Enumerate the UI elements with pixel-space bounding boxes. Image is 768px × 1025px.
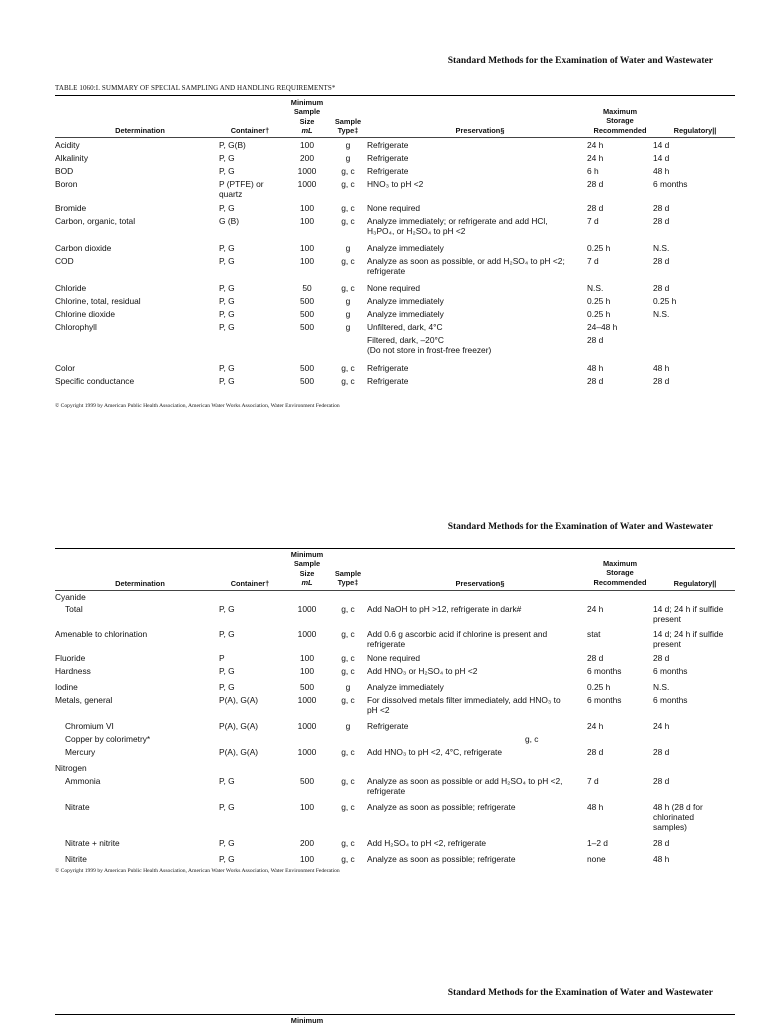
cell-det: Chromium VI xyxy=(65,721,114,731)
header-bottom-rule xyxy=(55,137,735,138)
page-header: Standard Methods for the Examination of Water and Wastewater xyxy=(447,988,713,998)
table-caption: TABLE 1060:I. SUMMARY OF SPECIAL SAMPLING AND HANDLING REQUIREMENTS* xyxy=(55,84,336,92)
cell-con: P, G xyxy=(219,243,235,253)
cell-size: 100 xyxy=(300,203,314,213)
copyright-note: © Copyright 1999 by American Public Health Association, American Water Works Association, Water Environment Federation xyxy=(55,403,340,409)
cell-con: P(A), G(A) xyxy=(219,695,259,705)
type-header-line: Sample xyxy=(334,117,362,126)
size-header-line: Sample xyxy=(293,559,321,569)
cell-type: g xyxy=(345,296,351,306)
header-bottom-rule xyxy=(55,590,735,591)
cell-reg: 14 d xyxy=(653,153,670,163)
cell-reg: 48 h (28 d for chlorinated samples) xyxy=(653,802,703,833)
cell-type: g, c xyxy=(341,166,355,176)
cell-det: Iodine xyxy=(55,682,78,692)
cell-con: P, G xyxy=(219,838,235,848)
cell-con: P, G xyxy=(219,296,235,306)
cell-pres: None required xyxy=(367,203,421,213)
cell-con: P xyxy=(219,653,225,663)
cell-size: 100 xyxy=(300,256,314,266)
cell-con: P, G(B) xyxy=(219,140,246,150)
cell-det: Hardness xyxy=(55,666,91,676)
cell-pres: Analyze as soon as possible, or add H₂SO₄ to pH <2; refrigerate xyxy=(367,256,565,277)
cell-size: 100 xyxy=(300,140,314,150)
col-header-determination: Determination xyxy=(115,579,165,588)
cell-size: 100 xyxy=(300,216,314,226)
cell-con: P, G xyxy=(219,203,235,213)
cell-type: g, c xyxy=(341,256,355,266)
col-header-container: Container† xyxy=(230,126,270,135)
col-header-type xyxy=(328,117,368,136)
cell-pres: None required xyxy=(367,283,421,293)
cell-size: 1000 xyxy=(297,721,317,731)
cell-max: 48 h xyxy=(587,363,604,373)
cell-max: 0.25 h xyxy=(587,243,611,253)
cell-size: 1000 xyxy=(297,747,317,757)
cell-reg: N.S. xyxy=(653,309,670,319)
cell-det: Nitrate + nitrite xyxy=(65,838,120,848)
cell-size: 500 xyxy=(300,682,314,692)
cell-size: 200 xyxy=(300,153,314,163)
cell-size: 100 xyxy=(300,653,314,663)
type-header-line: Sample xyxy=(334,569,362,578)
cell-pres: Add 0.6 g ascorbic acid if chlorine is present and refrigerate xyxy=(367,629,548,650)
cell-con: P, G xyxy=(219,256,235,266)
cell-con: P, G xyxy=(219,629,235,639)
cell-det: Amenable to chlorination xyxy=(55,629,148,639)
cell-con: P, G xyxy=(219,322,235,332)
cell-pres: None required xyxy=(367,653,421,663)
table-top-rule xyxy=(55,95,735,96)
cell-det: Copper by colorimetry* xyxy=(65,734,151,744)
cell-size: 500 xyxy=(300,376,314,386)
size-header-unit: mL xyxy=(301,125,313,135)
cell-size: 500 xyxy=(300,322,314,332)
page-header: Standard Methods for the Examination of Water and Wastewater xyxy=(447,56,713,66)
cell-reg: 14 d xyxy=(653,140,670,150)
cell-type: g xyxy=(345,243,351,253)
cell-max: none xyxy=(587,854,606,864)
cell-max: 24 h xyxy=(587,604,604,614)
cell-con: P, G xyxy=(219,666,235,676)
cell-type: g, c xyxy=(341,376,355,386)
cell-pres: Refrigerate xyxy=(367,363,409,373)
cell-det: Chloride xyxy=(55,283,87,293)
cell-type: g xyxy=(345,682,351,692)
cell-size: 100 xyxy=(300,802,314,812)
cell-reg: 28 d xyxy=(653,376,670,386)
cell-con: P, G xyxy=(219,309,235,319)
cell-max: 24 h xyxy=(587,140,604,150)
cell-pres: Add NaOH to pH >12, refrigerate in dark# xyxy=(367,604,522,614)
cell-pres: Filtered, dark, –20°C (Do not store in frost-free freezer) xyxy=(367,335,492,356)
cell-det: Bromide xyxy=(55,203,87,213)
cell-det: Specific conductance xyxy=(55,376,135,386)
cell-con: P, G xyxy=(219,363,235,373)
cell-max: 7 d xyxy=(587,216,599,226)
cell-pres: Add HNO₃ to pH <2, 4°C, refrigerate xyxy=(367,747,503,757)
cell-pres: Analyze as soon as possible; refrigerate xyxy=(367,802,516,812)
cell-max: 28 d xyxy=(587,335,604,345)
storage-header-line: Recommended xyxy=(593,577,647,587)
cell-reg: 28 d xyxy=(653,838,670,848)
cell-type: g, c xyxy=(341,203,355,213)
cell-pres: Analyze as soon as possible or add H₂SO₄ to pH <2, refrigerate xyxy=(367,776,563,797)
table-top-rule xyxy=(55,1014,735,1015)
size-header-line: Sample xyxy=(293,107,321,117)
cell-pres: Analyze as soon as possible; refrigerate xyxy=(367,854,516,864)
cell-con: P(A), G(A) xyxy=(219,721,259,731)
storage-header-line: Storage xyxy=(606,116,634,126)
col-header-storage xyxy=(580,559,660,587)
size-header-line: Minimum xyxy=(290,98,324,107)
cell-det: Chlorine dioxide xyxy=(55,309,116,319)
cell-max: 28 d xyxy=(587,203,604,213)
storage-header-line: Maximum xyxy=(602,107,638,116)
cell-type: g, c xyxy=(341,629,355,639)
col-header-container: Container† xyxy=(230,579,270,588)
storage-header-line: Storage xyxy=(606,568,634,578)
type-header-line: Type‡ xyxy=(337,126,359,136)
cell-con: P, G xyxy=(219,802,235,812)
cell-reg: 6 months xyxy=(653,179,688,189)
col-header-size xyxy=(284,98,330,135)
cell-size: 100 xyxy=(300,854,314,864)
cell-size: 1000 xyxy=(297,604,317,614)
cell-max: 6 h xyxy=(587,166,599,176)
cell-max: 0.25 h xyxy=(587,682,611,692)
cell-pres: Analyze immediately xyxy=(367,243,444,253)
cell-type: g xyxy=(345,721,351,731)
cell-type: g xyxy=(345,140,351,150)
cell-reg: 48 h xyxy=(653,854,670,864)
cell-type: g xyxy=(345,153,351,163)
col-header-type xyxy=(328,569,368,588)
cell-reg: 6 months xyxy=(653,666,688,676)
cell-max: 0.25 h xyxy=(587,309,611,319)
cell-reg: 28 d xyxy=(653,776,670,786)
cell-con: P, G xyxy=(219,376,235,386)
size-header-line: Minimum xyxy=(290,550,324,559)
cell-det: Metals, general xyxy=(55,695,113,705)
cell-max: 28 d xyxy=(587,376,604,386)
cell-reg: 48 h xyxy=(653,166,670,176)
cell-reg: 28 d xyxy=(653,216,670,226)
cell-max: 28 d xyxy=(587,747,604,757)
size-header-line: Size xyxy=(299,116,315,126)
cell-size: 1000 xyxy=(297,179,317,189)
cell-con: P, G xyxy=(219,776,235,786)
cell-det: Nitrate xyxy=(65,802,90,812)
table-top-rule xyxy=(55,548,735,549)
cell-type: g, c xyxy=(341,838,355,848)
size-header-unit: mL xyxy=(301,577,313,587)
cell-pres: Refrigerate xyxy=(367,376,409,386)
col-header-regulatory: Regulatory|| xyxy=(673,579,717,588)
cell-max: 7 d xyxy=(587,776,599,786)
cell-det: Total xyxy=(65,604,83,614)
cell-reg: 24 h xyxy=(653,721,670,731)
col-header-regulatory: Regulatory|| xyxy=(673,126,717,135)
cell-pres: Refrigerate xyxy=(367,153,409,163)
cell-max: 0.25 h xyxy=(587,296,611,306)
cell-type: g, c xyxy=(341,653,355,663)
cell-con: P, G xyxy=(219,166,235,176)
cell-type: g, c xyxy=(341,283,355,293)
cell-pres: Add H₂SO₄ to pH <2, refrigerate xyxy=(367,838,487,848)
cell-det: Nitrite xyxy=(65,854,87,864)
cell-con: P, G xyxy=(219,604,235,614)
page-header: Standard Methods for the Examination of Water and Wastewater xyxy=(447,522,713,532)
cell-size: 200 xyxy=(300,838,314,848)
cell-reg: 6 months xyxy=(653,695,688,705)
cell-size: 1000 xyxy=(297,629,317,639)
cell-max: 24 h xyxy=(587,153,604,163)
cell-max: stat xyxy=(587,629,601,639)
cell-pres: Analyze immediately xyxy=(367,682,444,692)
cell-pres: Analyze immediately; or refrigerate and add HCl, H₃PO₄, or H₂SO₄ to pH <2 xyxy=(367,216,548,237)
cell-det: Fluoride xyxy=(55,653,86,663)
cell-type: g xyxy=(345,309,351,319)
cell-con: P, G xyxy=(219,854,235,864)
cell-type: g, c xyxy=(341,363,355,373)
col-header-determination: Determination xyxy=(115,126,165,135)
copyright-note: © Copyright 1999 by American Public Health Association, American Water Works Association, Water Environment Federation xyxy=(55,868,340,874)
cell-pres: HNO₃ to pH <2 xyxy=(367,179,424,189)
cell-reg: 28 d xyxy=(653,653,670,663)
cell-reg: 48 h xyxy=(653,363,670,373)
cell-max: 24 h xyxy=(587,721,604,731)
cell-con: P(A), G(A) xyxy=(219,747,259,757)
storage-header-line: Maximum xyxy=(602,559,638,568)
cell-det: Cyanide xyxy=(55,592,86,602)
cell-max: 6 months xyxy=(587,695,622,705)
cell-size: 1000 xyxy=(297,695,317,705)
cell-con: P, G xyxy=(219,283,235,293)
cell-con: P, G xyxy=(219,682,235,692)
cell-reg: 28 d xyxy=(653,747,670,757)
cell-det: Carbon dioxide xyxy=(55,243,112,253)
storage-header-line: Recommended xyxy=(593,125,647,135)
cell-con: G (B) xyxy=(219,216,240,226)
cell-type: g xyxy=(345,322,351,332)
cell-max: 24–48 h xyxy=(587,322,618,332)
size-header-line: Size xyxy=(299,568,315,578)
cell-con: P (PTFE) or quartz xyxy=(219,179,264,200)
cell-reg: 0.25 h xyxy=(653,296,677,306)
cell-reg: 14 d; 24 h if sulfide present xyxy=(653,629,724,650)
cell-det: COD xyxy=(55,256,74,266)
cell-max: 1–2 d xyxy=(587,838,608,848)
cell-max: 7 d xyxy=(587,256,599,266)
cell-det: Chlorine, total, residual xyxy=(55,296,141,306)
cell-con: P, G xyxy=(219,153,235,163)
cell-pres: Analyze immediately xyxy=(367,296,444,306)
cell-type: g, c xyxy=(341,666,355,676)
cell-type: g, c xyxy=(341,776,355,786)
type-header-line: Type‡ xyxy=(337,578,359,588)
cell-pres: Analyze immediately xyxy=(367,309,444,319)
col-header-size-partial: Minimum xyxy=(290,1016,324,1025)
cell-det: Mercury xyxy=(65,747,96,757)
cell-type: g, c xyxy=(341,216,355,226)
cell-type: g, c xyxy=(341,747,355,757)
cell-det: Chlorophyll xyxy=(55,322,97,332)
cell-type: g, c xyxy=(341,604,355,614)
cell-det: Boron xyxy=(55,179,78,189)
cell-type: g, c xyxy=(341,695,355,705)
cell-det: Nitrogen xyxy=(55,763,87,773)
cell-max: N.S. xyxy=(587,283,604,293)
col-header-preservation: Preservation§ xyxy=(455,579,505,588)
cell-pres: Refrigerate xyxy=(367,140,409,150)
col-header-storage xyxy=(580,107,660,135)
cell-max: 6 months xyxy=(587,666,622,676)
cell-pres: Add HNO₃ or H₂SO₄ to pH <2 xyxy=(367,666,478,676)
cell-max: 28 d xyxy=(587,653,604,663)
cell-type: g, c xyxy=(341,802,355,812)
col-header-preservation: Preservation§ xyxy=(455,126,505,135)
cell-pres: Refrigerate xyxy=(367,721,409,731)
cell-misplaced-type: g, c xyxy=(525,734,539,744)
cell-reg: 14 d; 24 h if sulfide present xyxy=(653,604,724,625)
cell-reg: 28 d xyxy=(653,256,670,266)
cell-det: Alkalinity xyxy=(55,153,89,163)
cell-det: Acidity xyxy=(55,140,80,150)
cell-reg: 28 d xyxy=(653,203,670,213)
cell-size: 500 xyxy=(300,776,314,786)
cell-det: Ammonia xyxy=(65,776,101,786)
cell-size: 1000 xyxy=(297,166,317,176)
cell-reg: 28 d xyxy=(653,283,670,293)
cell-reg: N.S. xyxy=(653,243,670,253)
cell-pres: Unfiltered, dark, 4°C xyxy=(367,322,443,332)
cell-size: 100 xyxy=(300,666,314,676)
cell-type: g, c xyxy=(341,854,355,864)
cell-size: 500 xyxy=(300,296,314,306)
cell-max: 28 d xyxy=(587,179,604,189)
cell-det: Carbon, organic, total xyxy=(55,216,136,226)
cell-size: 500 xyxy=(300,363,314,373)
cell-type: g, c xyxy=(341,179,355,189)
cell-det: BOD xyxy=(55,166,74,176)
col-header-size xyxy=(284,550,330,587)
cell-size: 100 xyxy=(300,243,314,253)
cell-pres: Refrigerate xyxy=(367,166,409,176)
cell-det: Color xyxy=(55,363,76,373)
cell-reg: N.S. xyxy=(653,682,670,692)
cell-pres: For dissolved metals filter immediately, add HNO₃ to pH <2 xyxy=(367,695,561,716)
cell-size: 50 xyxy=(302,283,312,293)
cell-max: 48 h xyxy=(587,802,604,812)
cell-size: 500 xyxy=(300,309,314,319)
